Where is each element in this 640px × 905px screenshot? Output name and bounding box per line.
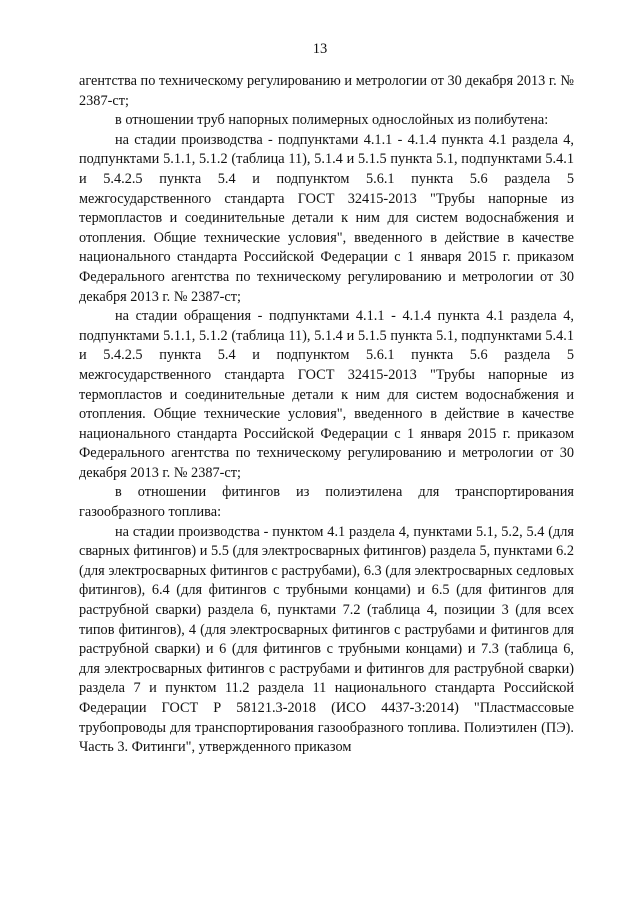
paragraph-circulation-stage-pipes: на стадии обращения - подпунктами 4.1.1 - 4.1.4 пункта 4.1 раздела 4, подпунктами 5.1.1, 5.1.2 (таблица 11), 5.1.4 и 5.1.5 пункта 5.1, подпунктами 5.4.1 и 5.4.2.5 пункта 5.4 и подпунктом 5.6.1 пункта 5.6 раздела 5 межгосударственного стандарта ГОСТ 32415-2013 "Трубы напорные из термопластов и соединительные детали к ним для систем водоснабжения и отопления. Общие технические условия", введенного в действие в качестве национального стандарта Российской Федерации с 1 января 2015 г. приказом Федерального агентства по техническому регулированию и метрологии от 30 декабря 2013 г. № 2387-ст; [79,308,574,481]
paragraph-polybutene-pipes-heading: в отношении труб напорных полимерных однослойных из полибутена: [115,112,549,129]
paragraph-gas-fittings-heading: в отношении фитингов из полиэтилена для транспортирования газообразного топлива: [79,484,574,521]
document-body [79,72,574,758]
paragraph-production-stage-fittings: на стадии производства - пунктом 4.1 раздела 4, пунктами 5.1, 5.2, 5.4 (для сварных фитингов) и 5.5 (для электросварных фитингов) раздела 5, пунктами 6.2 (для электросварных фитингов с раструбами), 6.3 (для электросварных седловых фитингов), 6.4 (для фитингов с трубными концами) и 6.5 (для фитингов для раструбной сварки) раздела 6, пунктами 7.2 (таблица 4, позиции 3 (для всех типов фитингов), 4 (для электросварных фитингов с раструбами и фитингов для раструбной сварки) и 6 (для фитингов с трубными концами) и 7.3 (таблица 6, для электросварных фитингов с раструбами и фитингов для раструбной сварки) раздела 7 и пунктом 11.2 раздела 11 национального стандарта Российской Федерации ГОСТ Р 58121.3-2018 (ИСО 4437-3:2014) "Пластмассовые трубопроводы для транспортирования газообразного топлива. Полиэтилен (ПЭ). Часть 3. Фитинги", утвержденного приказом [79,523,574,756]
page-number: 13 [312,41,328,57]
paragraph-production-stage-pipes: на стадии производства - подпунктами 4.1.1 - 4.1.4 пункта 4.1 раздела 4, подпунктами 5.1.1, 5.1.2 (таблица 11), 5.1.4 и 5.1.5 пункта 5.1, подпунктами 5.4.1 и 5.4.2.5 пункта 5.4 и подпунктом 5.6.1 пункта 5.6 раздела 5 межгосударственного стандарта ГОСТ 32415-2013 "Трубы напорные из термопластов и соединительные детали к ним для систем водоснабжения и отопления. Общие технические условия", введенного в действие в качестве национального стандарта Российской Федерации с 1 января 2015 г. приказом Федерального агентства по техническому регулированию и метрологии от 30 декабря 2013 г. № 2387-ст; [79,131,574,305]
paragraph-continuation: агентства по техническому регулированию и метрологии от 30 декабря 2013 г. № 2387-ст; [79,73,574,109]
